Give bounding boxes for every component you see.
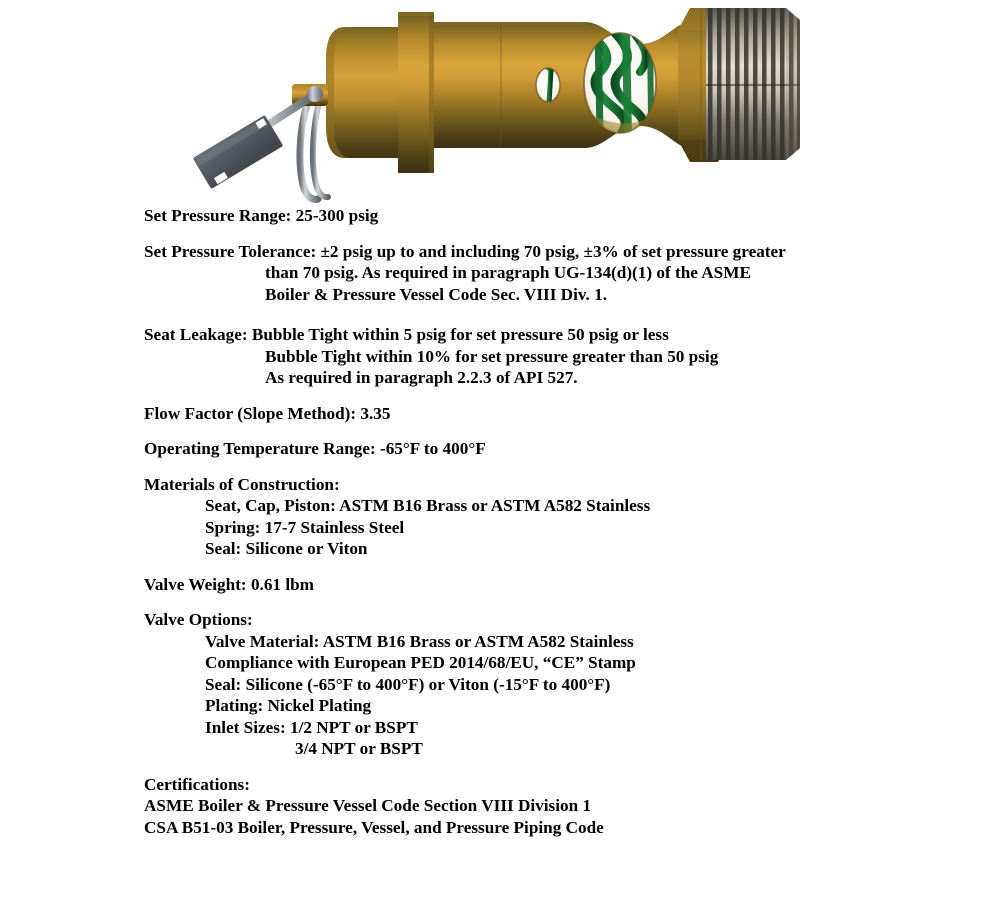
id-tag (193, 115, 284, 189)
spec-line: CSA B51-03 Boiler, Pressure, Vessel, and Pressure Piping Code (144, 817, 604, 837)
spec-certifications (0, 774, 1006, 839)
spec-line: ASME Boiler & Pressure Vessel Code Section VIII Division 1 (144, 796, 592, 815)
discharge-port-small (536, 66, 560, 104)
spec-line: Valve Material: ASTM B16 Brass or ASTM A582 Stainless (205, 631, 634, 651)
spec-operating-temperature (0, 438, 1006, 460)
spec-line: Bubble Tight within 10% for set pressure greater than 50 psig (265, 346, 719, 366)
spec-flow-factor (0, 403, 1006, 425)
valve-drawing (0, 0, 1006, 205)
spec-line: Seal: Silicone or Viton (205, 539, 368, 558)
spec-line: Compliance with European PED 2014/68/EU, “CE” Stamp (205, 653, 636, 672)
spec-valve-weight (0, 574, 1006, 596)
spec-line-inlet-size-second: 3/4 NPT or BSPT (295, 739, 423, 758)
spec-line: Flow Factor (Slope Method): 3.35 (144, 403, 391, 423)
spec-seat-leakage (0, 324, 1006, 389)
spec-line: Seal: Silicone (-65°F to 400°F) or Viton (-15°F to 400°F) (205, 674, 611, 694)
spec-set-pressure-tolerance (0, 241, 1006, 306)
spec-line: than 70 psig. As required in paragraph UG-134(d)(1) of the ASME (265, 263, 751, 282)
spec-line: Seat Leakage: Bubble Tight within 5 psig for set pressure 50 psig or less (144, 325, 669, 344)
spec-line: Valve Weight: 0.61 lbm (144, 574, 314, 594)
spec-heading: Materials of Construction: (144, 474, 340, 494)
spec-line: Inlet Sizes: 1/2 NPT or BSPT (205, 717, 418, 737)
valve-illustration (0, 0, 1006, 205)
spec-line: Seat, Cap, Piston: ASTM B16 Brass or ASTM A582 Stainless (205, 496, 651, 515)
cap (326, 27, 398, 158)
spec-line: Plating: Nickel Plating (205, 696, 372, 715)
spec-line: Operating Temperature Range: -65°F to 400°F (144, 439, 486, 458)
spec-heading: Valve Options: (144, 610, 253, 629)
threaded-inlet (706, 0, 802, 170)
collar (398, 12, 434, 173)
spec-set-pressure-range (0, 205, 1006, 227)
spec-sheet (0, 205, 1006, 852)
spec-line: Set Pressure Tolerance: ±2 psig up to and including 70 psig, ±3% of set pressure greater (144, 241, 786, 261)
spec-line: Boiler & Pressure Vessel Code Sec. VIII Div. 1. (265, 284, 608, 304)
pull-ring (300, 92, 328, 199)
spec-line: Spring: 17-7 Stainless Steel (205, 517, 405, 537)
spec-heading: Certifications: (144, 774, 250, 794)
spec-valve-options (0, 609, 1006, 760)
spec-line: Set Pressure Range: 25-300 psig (144, 206, 379, 225)
spec-line: As required in paragraph 2.2.3 of API 527. (265, 368, 578, 387)
spec-materials-of-construction (0, 474, 1006, 560)
